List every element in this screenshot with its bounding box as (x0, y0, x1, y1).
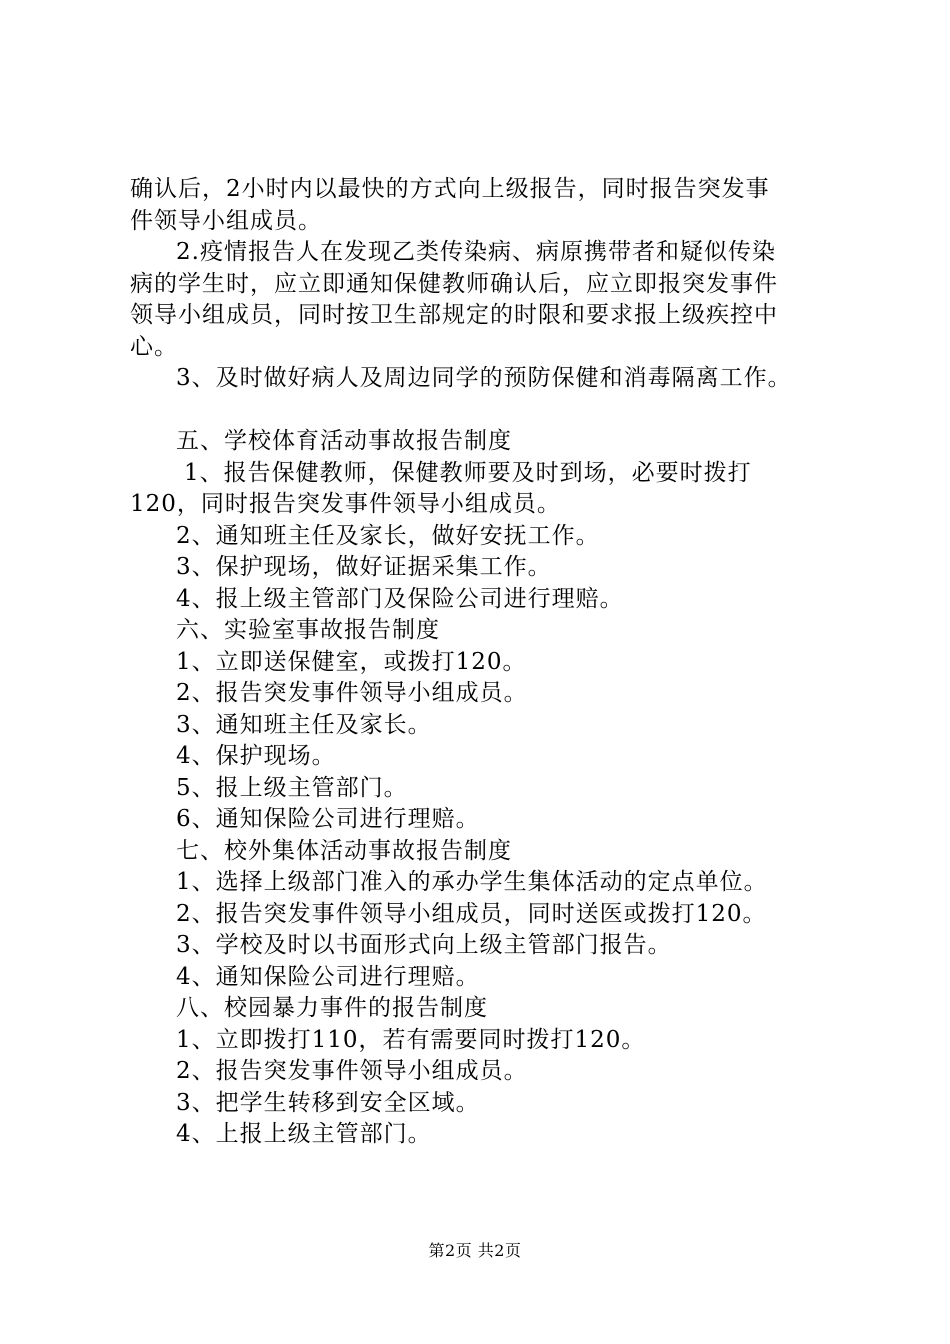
text-line: 2、报告突发事件领导小组成员。 (176, 680, 528, 706)
section-heading-8: 八、校园暴力事件的报告制度 (176, 995, 488, 1021)
section-heading-7: 七、校外集体活动事故报告制度 (176, 837, 512, 864)
document-body (130, 174, 830, 1151)
text-line: 2、报告突发事件领导小组成员。 (176, 1058, 528, 1084)
page-number-footer: 第2页 共2页 (428, 1241, 522, 1260)
text-line: 6、通知保险公司进行理赔。 (176, 806, 480, 832)
text-line: 3、学校及时以书面形式向上级主管部门报告。 (176, 932, 672, 958)
text-line: 件领导小组成员。 (130, 207, 322, 234)
text-line: 2.疫情报告人在发现乙类传染病、病原携带者和疑似传染 (176, 239, 776, 265)
text-line: 2、报告突发事件领导小组成员，同时送医或拨打120。 (176, 900, 767, 927)
text-line: 1、选择上级部门准入的承办学生集体活动的定点单位。 (176, 869, 768, 895)
text-line: 3、保护现场，做好证据采集工作。 (176, 554, 552, 580)
text-line: 4、通知保险公司进行理赔。 (176, 963, 480, 990)
text-line: 病的学生时，应立即通知保健教师确认后，应立即报突发事件 (130, 270, 778, 297)
section-heading-5: 五、学校体育活动事故报告制度 (176, 428, 512, 454)
text-line: 2、通知班主任及家长，做好安抚工作。 (176, 522, 600, 549)
text-line: 1、报告保健教师，保健教师要及时到场，必要时拨打 (184, 459, 752, 486)
text-line: 4、报上级主管部门及保险公司进行理赔。 (176, 585, 624, 612)
text-line: 确认后，2小时内以最快的方式向上级报告，同时报告突发事 (130, 176, 770, 202)
text-line: 领导小组成员，同时按卫生部规定的时限和要求报上级疾控中 (130, 302, 778, 328)
text-line: 120，同时报告突发事件领导小组成员。 (130, 491, 561, 517)
section-heading-6: 六、实验室事故报告制度 (176, 617, 440, 643)
text-line: 3、通知班主任及家长。 (176, 711, 432, 738)
text-line: 1、立即拨打110，若有需要同时拨打120。 (176, 1026, 646, 1053)
text-line: 3、把学生转移到安全区域。 (176, 1089, 480, 1116)
blank-line (130, 395, 830, 427)
text-line: 4、保护现场。 (176, 743, 336, 769)
text-line: 5、报上级主管部门。 (176, 774, 408, 801)
text-line: 心。 (130, 333, 178, 360)
text-line: 4、上报上级主管部门。 (176, 1121, 432, 1147)
text-line: 1、立即送保健室，或拨打120。 (176, 648, 527, 675)
text-line: 3、及时做好病人及周边同学的预防保健和消毒隔离工作。 (176, 365, 792, 391)
